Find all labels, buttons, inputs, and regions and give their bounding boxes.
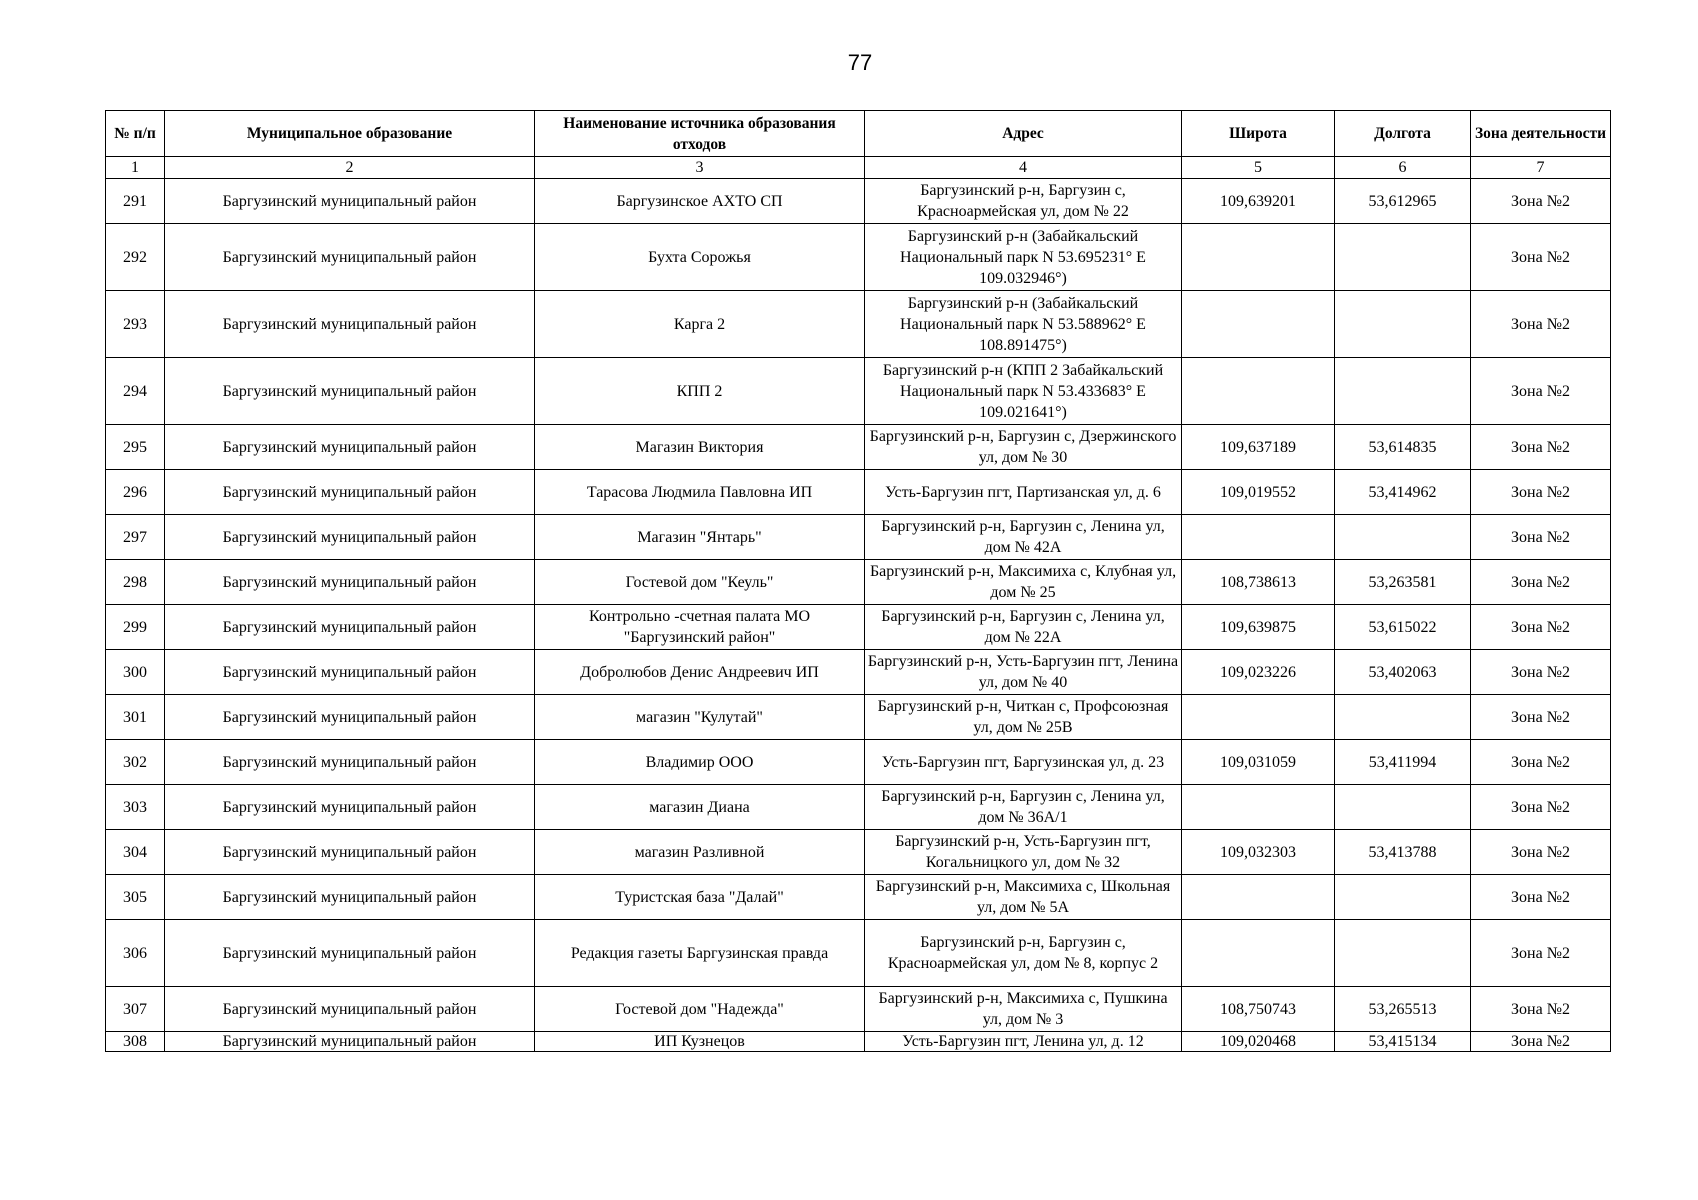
row-number-cell: 304 [106,830,165,875]
address-cell: Баргузинский р-н, Баргузин с, Ленина ул, дом № 42А [865,515,1182,560]
address-cell: Баргузинский р-н, Усть-Баргузин пгт, Когальницкого ул, дом № 32 [865,830,1182,875]
municipality-cell: Баргузинский муниципальный район [165,740,535,785]
longitude-cell: 53,614835 [1335,425,1471,470]
latitude-cell: 109,639875 [1182,605,1335,650]
table-row [106,650,1611,695]
zone-cell: Зона №2 [1471,830,1611,875]
longitude-cell [1335,785,1471,830]
table-row [106,358,1611,425]
column-number: 3 [535,157,865,179]
header-cell: Муниципальное образование [165,111,535,157]
address-cell: Усть-Баргузин пгт, Баргузинская ул, д. 23 [865,740,1182,785]
longitude-cell [1335,515,1471,560]
address-cell: Баргузинский р-н, Баргузин с, Ленина ул, дом № 22А [865,605,1182,650]
column-number-row [106,157,1611,179]
longitude-cell: 53,615022 [1335,605,1471,650]
page-number: 77 [847,50,873,75]
source-name-cell: Баргузинское АХТО СП [535,179,865,224]
source-name-cell: Тарасова Людмила Павловна ИП [535,470,865,515]
table-row [106,515,1611,560]
source-name-cell: Туристская база "Далай" [535,875,865,920]
zone-cell: Зона №2 [1471,920,1611,987]
address-cell: Баргузинский р-н, Баргузин с, Дзержинского ул, дом № 30 [865,425,1182,470]
table-row [106,179,1611,224]
address-cell: Усть-Баргузин пгт, Партизанская ул, д. 6 [865,470,1182,515]
source-name-cell: ИП Кузнецов [535,1032,865,1052]
row-number-cell: 295 [106,425,165,470]
source-name-cell: Гостевой дом "Надежда" [535,987,865,1032]
table-row [106,560,1611,605]
address-cell: Баргузинский р-н (КПП 2 Забайкальский Национальный парк N 53.433683° E 109.021641°) [865,358,1182,425]
zone-cell: Зона №2 [1471,179,1611,224]
address-cell: Баргузинский р-н, Усть-Баргузин пгт, Ленина ул, дом № 40 [865,650,1182,695]
source-name-cell: магазин Диана [535,785,865,830]
address-cell: Баргузинский р-н, Максимиха с, Школьная ул, дом № 5А [865,875,1182,920]
table-row [106,987,1611,1032]
row-number-cell: 296 [106,470,165,515]
row-number-cell: 294 [106,358,165,425]
table-row [106,740,1611,785]
table-header-row [106,111,1611,157]
row-number-cell: 303 [106,785,165,830]
address-cell: Баргузинский р-н, Читкан с, Профсоюзная ул, дом № 25В [865,695,1182,740]
source-name-cell: магазин "Кулутай" [535,695,865,740]
zone-cell: Зона №2 [1471,875,1611,920]
column-number: 1 [106,157,165,179]
row-number-cell: 298 [106,560,165,605]
table-row [106,875,1611,920]
column-number: 6 [1335,157,1471,179]
latitude-cell: 109,023226 [1182,650,1335,695]
longitude-cell: 53,413788 [1335,830,1471,875]
longitude-cell: 53,265513 [1335,987,1471,1032]
table-row [106,1032,1611,1052]
row-number-cell: 300 [106,650,165,695]
zone-cell: Зона №2 [1471,695,1611,740]
source-name-cell: магазин Разливной [535,830,865,875]
source-name-cell: Владимир ООО [535,740,865,785]
row-number-cell: 307 [106,987,165,1032]
column-number: 7 [1471,157,1611,179]
row-number-cell: 299 [106,605,165,650]
longitude-cell [1335,358,1471,425]
municipality-cell: Баргузинский муниципальный район [165,291,535,358]
municipality-cell: Баргузинский муниципальный район [165,695,535,740]
latitude-cell: 109,637189 [1182,425,1335,470]
column-number: 4 [865,157,1182,179]
longitude-cell [1335,224,1471,291]
header-cell: Наименование источника образования отходов [535,111,865,157]
longitude-cell: 53,411994 [1335,740,1471,785]
table-body [106,179,1611,1052]
municipality-cell: Баргузинский муниципальный район [165,560,535,605]
source-name-cell: Добролюбов Денис Андреевич ИП [535,650,865,695]
municipality-cell: Баргузинский муниципальный район [165,920,535,987]
row-number-cell: 302 [106,740,165,785]
zone-cell: Зона №2 [1471,987,1611,1032]
zone-cell: Зона №2 [1471,605,1611,650]
zone-cell: Зона №2 [1471,358,1611,425]
source-name-cell: Редакция газеты Баргузинская правда [535,920,865,987]
header-cell: № п/п [106,111,165,157]
source-name-cell: КПП 2 [535,358,865,425]
latitude-cell [1182,695,1335,740]
row-number-cell: 292 [106,224,165,291]
address-cell: Баргузинский р-н (Забайкальский Национальный парк N 53.695231° E 109.032946°) [865,224,1182,291]
source-name-cell: Бухта Сорожья [535,224,865,291]
source-name-cell: Контрольно -счетная палата МО "Баргузинский район" [535,605,865,650]
longitude-cell: 53,612965 [1335,179,1471,224]
zone-cell: Зона №2 [1471,740,1611,785]
municipality-cell: Баргузинский муниципальный район [165,875,535,920]
latitude-cell: 109,019552 [1182,470,1335,515]
municipality-cell: Баргузинский муниципальный район [165,987,535,1032]
waste-sources-table [105,110,1611,1052]
zone-cell: Зона №2 [1471,425,1611,470]
municipality-cell: Баргузинский муниципальный район [165,1032,535,1052]
source-name-cell: Карга 2 [535,291,865,358]
table-row [106,425,1611,470]
municipality-cell: Баргузинский муниципальный район [165,425,535,470]
table-row [106,470,1611,515]
address-cell: Баргузинский р-н, Баргузин с, Красноармейская ул, дом № 8, корпус 2 [865,920,1182,987]
longitude-cell [1335,695,1471,740]
table-row [106,830,1611,875]
header-cell: Зона деятельности [1471,111,1611,157]
latitude-cell [1182,785,1335,830]
zone-cell: Зона №2 [1471,560,1611,605]
latitude-cell: 109,020468 [1182,1032,1335,1052]
header-cell: Долгота [1335,111,1471,157]
latitude-cell: 109,639201 [1182,179,1335,224]
municipality-cell: Баргузинский муниципальный район [165,179,535,224]
latitude-cell [1182,291,1335,358]
row-number-cell: 301 [106,695,165,740]
table-row [106,920,1611,987]
row-number-cell: 308 [106,1032,165,1052]
latitude-cell [1182,358,1335,425]
zone-cell: Зона №2 [1471,785,1611,830]
row-number-cell: 305 [106,875,165,920]
municipality-cell: Баргузинский муниципальный район [165,470,535,515]
zone-cell: Зона №2 [1471,1032,1611,1052]
address-cell: Баргузинский р-н, Баргузин с, Ленина ул, дом № 36А/1 [865,785,1182,830]
latitude-cell: 108,750743 [1182,987,1335,1032]
latitude-cell: 109,031059 [1182,740,1335,785]
address-cell: Баргузинский р-н (Забайкальский Национальный парк N 53.588962° E 108.891475°) [865,291,1182,358]
column-number: 5 [1182,157,1335,179]
row-number-cell: 306 [106,920,165,987]
latitude-cell [1182,920,1335,987]
latitude-cell [1182,224,1335,291]
table-row [106,224,1611,291]
municipality-cell: Баргузинский муниципальный район [165,605,535,650]
address-cell: Усть-Баргузин пгт, Ленина ул, д. 12 [865,1032,1182,1052]
longitude-cell [1335,875,1471,920]
longitude-cell [1335,920,1471,987]
source-name-cell: Магазин Виктория [535,425,865,470]
column-number: 2 [165,157,535,179]
address-cell: Баргузинский р-н, Максимиха с, Клубная ул, дом № 25 [865,560,1182,605]
zone-cell: Зона №2 [1471,650,1611,695]
zone-cell: Зона №2 [1471,515,1611,560]
row-number-cell: 293 [106,291,165,358]
municipality-cell: Баргузинский муниципальный район [165,358,535,425]
municipality-cell: Баргузинский муниципальный район [165,224,535,291]
header-cell: Адрес [865,111,1182,157]
table-row [106,785,1611,830]
source-name-cell: Гостевой дом "Кеуль" [535,560,865,605]
latitude-cell: 108,738613 [1182,560,1335,605]
municipality-cell: Баргузинский муниципальный район [165,830,535,875]
latitude-cell [1182,875,1335,920]
zone-cell: Зона №2 [1471,470,1611,515]
municipality-cell: Баргузинский муниципальный район [165,515,535,560]
latitude-cell: 109,032303 [1182,830,1335,875]
header-cell: Широта [1182,111,1335,157]
address-cell: Баргузинский р-н, Баргузин с, Красноармейская ул, дом № 22 [865,179,1182,224]
row-number-cell: 291 [106,179,165,224]
longitude-cell: 53,263581 [1335,560,1471,605]
latitude-cell [1182,515,1335,560]
zone-cell: Зона №2 [1471,291,1611,358]
row-number-cell: 297 [106,515,165,560]
longitude-cell: 53,415134 [1335,1032,1471,1052]
zone-cell: Зона №2 [1471,224,1611,291]
table-row [106,605,1611,650]
longitude-cell: 53,414962 [1335,470,1471,515]
source-name-cell: Магазин "Янтарь" [535,515,865,560]
address-cell: Баргузинский р-н, Максимиха с, Пушкина ул, дом № 3 [865,987,1182,1032]
table-row [106,291,1611,358]
municipality-cell: Баргузинский муниципальный район [165,785,535,830]
longitude-cell [1335,291,1471,358]
table-row [106,695,1611,740]
longitude-cell: 53,402063 [1335,650,1471,695]
municipality-cell: Баргузинский муниципальный район [165,650,535,695]
